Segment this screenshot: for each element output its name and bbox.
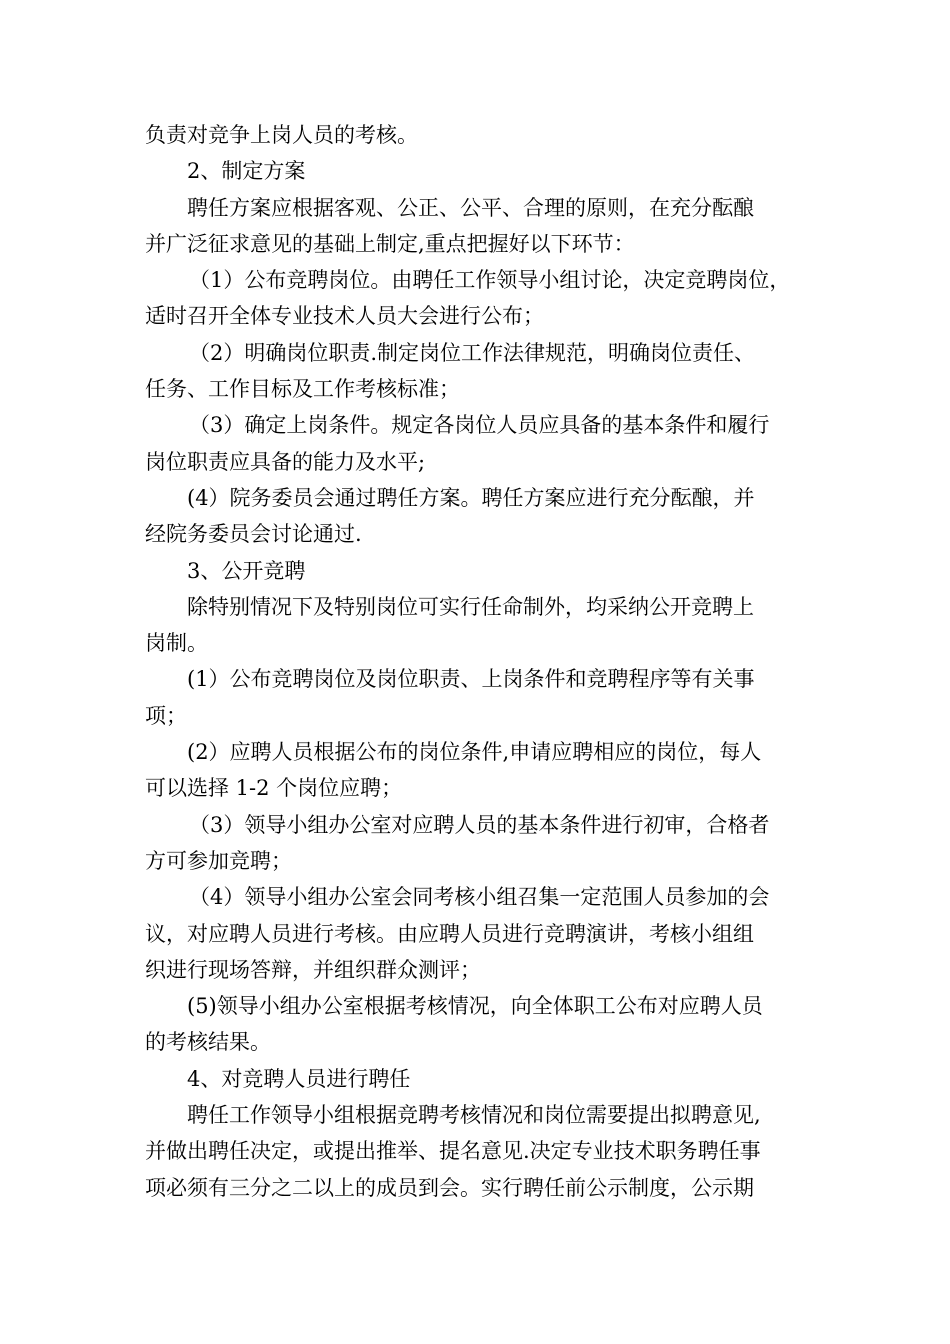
text-line: 岗位职责应具备的能力及水平; bbox=[145, 449, 426, 474]
section-heading: 4、对竞聘人员进行聘任 bbox=[187, 1066, 411, 1091]
text-line: 经院务委员会讨论通过. bbox=[145, 522, 362, 547]
text-line: （2）明确岗位职责.制定岗位工作法律规范，明确岗位责任、 bbox=[189, 340, 756, 365]
text-line: 可以选择 1-2 个岗位应聘； bbox=[145, 776, 403, 801]
text-line: (5)领导小组办公室根据考核情况，向全体职工公布对应聘人员 bbox=[187, 994, 763, 1019]
text-line: （1）公布竞聘岗位。由聘任工作领导小组讨论，决定竞聘岗位， bbox=[189, 268, 791, 293]
text-line: 负责对竞争上岗人员的考核。 bbox=[145, 123, 418, 147]
text-line: （4）领导小组办公室会同考核小组召集一定范围人员参加的会 bbox=[189, 885, 770, 910]
text-line: （3）确定上岗条件。规定各岗位人员应具备的基本条件和履行 bbox=[189, 413, 770, 438]
document-body bbox=[145, 117, 825, 1206]
text-line: 除特别情况下及特别岗位可实行任命制外，均采纳公开竞聘上 bbox=[187, 594, 754, 619]
text-line: (2）应聘人员根据公布的岗位条件,申请应聘相应的岗位，每人 bbox=[187, 740, 762, 765]
text-line: 聘任方案应根据客观、公正、公平、合理的原则，在充分酝酿 bbox=[187, 195, 754, 220]
text-line: 聘任工作领导小组根据竞聘考核情况和岗位需要提出拟聘意见, bbox=[187, 1103, 761, 1128]
text-line: 议，对应聘人员进行考核。由应聘人员进行竞聘演讲，考核小组组 bbox=[145, 921, 754, 946]
text-line: 织进行现场答辩，并组织群众测评； bbox=[145, 957, 481, 982]
text-line: (1）公布竞聘岗位及岗位职责、上岗条件和竞聘程序等有关事 bbox=[187, 667, 755, 692]
text-line: (4）院务委员会通过聘任方案。聘任方案应进行充分酝酿，并 bbox=[187, 485, 755, 510]
text-line: 项； bbox=[145, 703, 187, 728]
text-line: 岗制。 bbox=[145, 631, 208, 656]
text-line: 的考核结果。 bbox=[145, 1030, 271, 1055]
text-line: （3）领导小组办公室对应聘人员的基本条件进行初审，合格者 bbox=[189, 812, 770, 837]
text-line: 方可参加竞聘； bbox=[145, 848, 292, 873]
section-heading: 2、制定方案 bbox=[187, 159, 306, 184]
text-line: 并做出聘任决定，或提出推举、提名意见.决定专业技术职务聘任事 bbox=[145, 1139, 761, 1164]
section-heading: 3、公开竞聘 bbox=[187, 558, 306, 583]
text-line: 适时召开全体专业技术人员大会进行公布； bbox=[145, 304, 544, 329]
text-line: 任务、工作目标及工作考核标准； bbox=[145, 377, 460, 402]
text-line: 项必须有三分之二以上的成员到会。实行聘任前公示制度，公示期 bbox=[145, 1175, 754, 1200]
text-line: 并广泛征求意见的基础上制定,重点把握好以下环节： bbox=[145, 231, 635, 256]
